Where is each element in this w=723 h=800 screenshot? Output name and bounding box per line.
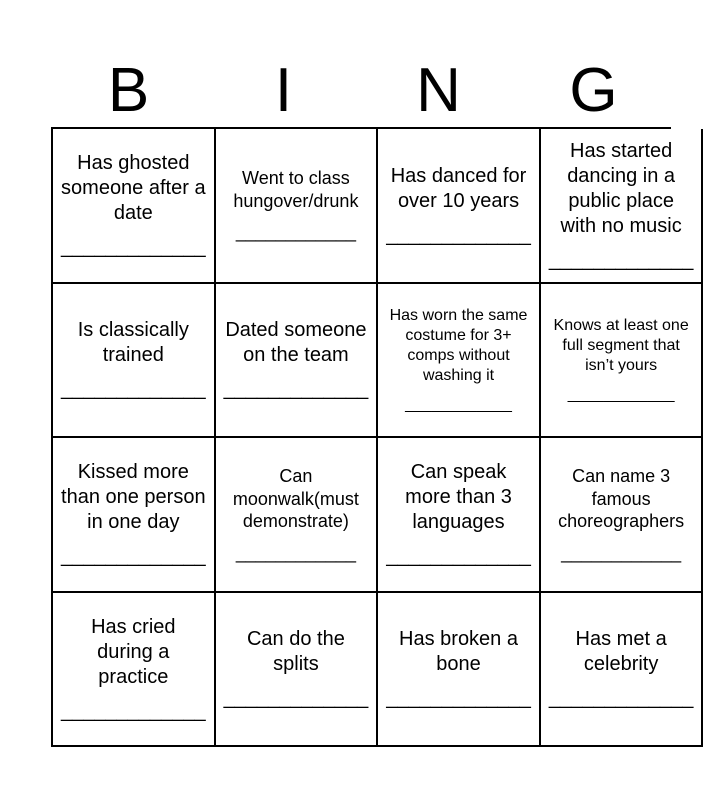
cell-text: Can name 3 famous choreographers bbox=[558, 466, 685, 531]
cell-signature-line: ____________ bbox=[405, 395, 512, 413]
bingo-cell[interactable] bbox=[53, 593, 216, 748]
bingo-cell[interactable] bbox=[53, 438, 216, 593]
header-letter-b: B bbox=[107, 56, 150, 125]
cell-signature-line: ____________ bbox=[235, 222, 356, 243]
bingo-header bbox=[51, 52, 671, 124]
bingo-cell[interactable] bbox=[541, 438, 704, 593]
header-letter-g: G bbox=[569, 56, 618, 125]
cell-text: Has danced for over 10 years bbox=[390, 164, 527, 212]
cell-signature-line: _____________ bbox=[548, 687, 694, 710]
cell-text: Dated someone on the team bbox=[225, 319, 367, 367]
cell-signature-line: _____________ bbox=[223, 378, 369, 401]
cell-text: Has ghosted someone after a date bbox=[61, 152, 206, 225]
cell-signature-line: _____________ bbox=[61, 545, 206, 568]
bingo-cell[interactable] bbox=[216, 284, 379, 439]
cell-signature-line: _____________ bbox=[386, 223, 531, 246]
cell-signature-line: _____________ bbox=[61, 236, 206, 259]
bingo-cell[interactable] bbox=[216, 438, 379, 593]
cell-signature-line: ____________ bbox=[567, 385, 675, 403]
cell-signature-line: ____________ bbox=[235, 542, 356, 563]
cell-signature-line: _____________ bbox=[386, 545, 531, 568]
bingo-cell[interactable] bbox=[541, 593, 704, 748]
cell-text: Has worn the same costume for 3+ comps without washing it bbox=[389, 306, 528, 384]
cell-signature-line: ____________ bbox=[561, 542, 682, 563]
header-letter-n: N bbox=[416, 56, 461, 125]
cell-signature-line: _____________ bbox=[548, 248, 694, 271]
bingo-cell[interactable] bbox=[378, 129, 541, 284]
cell-text: Can speak more than 3 languages bbox=[405, 461, 512, 534]
cell-text: Has broken a bone bbox=[399, 628, 518, 676]
bingo-cell[interactable] bbox=[216, 129, 379, 284]
bingo-cell[interactable] bbox=[216, 593, 379, 748]
bingo-cell[interactable] bbox=[378, 284, 541, 439]
cell-text: Has cried during a practice bbox=[91, 615, 176, 688]
header-letter-i: I bbox=[274, 56, 293, 125]
cell-signature-line: _____________ bbox=[223, 687, 369, 710]
bingo-cell[interactable] bbox=[53, 284, 216, 439]
bingo-cell[interactable] bbox=[541, 129, 704, 284]
cell-text: Kissed more than one person in one day bbox=[61, 461, 206, 534]
cell-text: Has started dancing in a public place with no music bbox=[560, 139, 682, 237]
cell-signature-line: _____________ bbox=[386, 687, 531, 710]
cell-signature-line: _____________ bbox=[61, 378, 206, 401]
cell-text: Can do the splits bbox=[246, 628, 345, 676]
bingo-grid bbox=[51, 127, 694, 747]
bingo-cell[interactable] bbox=[541, 284, 704, 439]
cell-text: Went to class hungover/drunk bbox=[233, 168, 359, 211]
bingo-cell[interactable] bbox=[378, 438, 541, 593]
cell-signature-line: _____________ bbox=[61, 699, 206, 722]
cell-text: Knows at least one full segment that isn’t yours bbox=[553, 316, 689, 374]
bingo-cell[interactable] bbox=[53, 129, 216, 284]
bingo-cell[interactable] bbox=[378, 593, 541, 748]
cell-text: Is classically trained bbox=[77, 319, 189, 367]
cell-text: Has met a celebrity bbox=[575, 628, 667, 676]
cell-text: Can moonwalk(must demonstrate) bbox=[232, 466, 359, 531]
